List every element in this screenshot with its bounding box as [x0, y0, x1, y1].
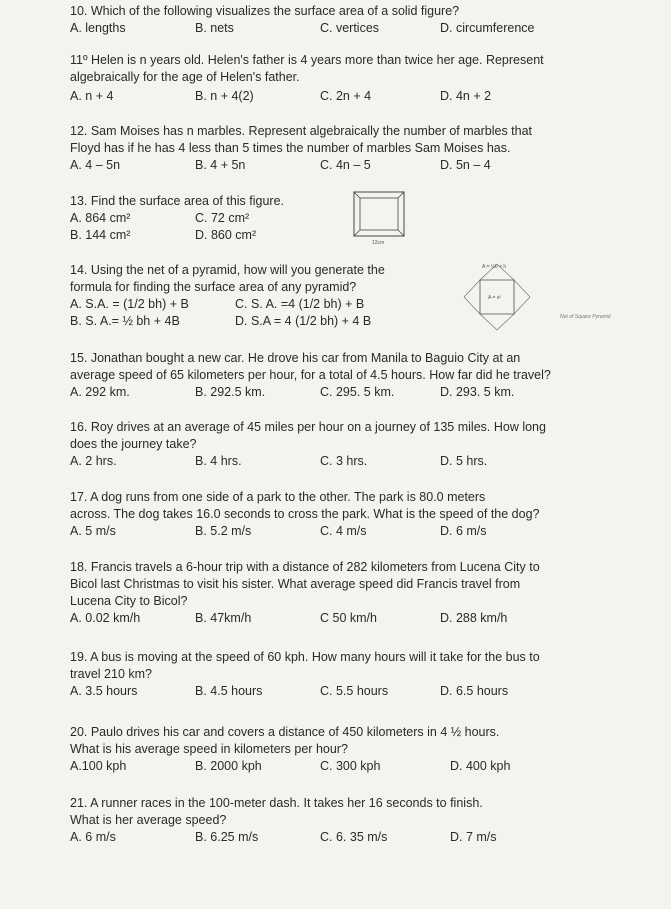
- option-b: B. 4 hrs.: [195, 454, 242, 468]
- option-c: C. 6. 35 m/s: [320, 830, 388, 844]
- question-14: [70, 262, 450, 330]
- option-a: A. 2 hrs.: [70, 454, 117, 468]
- options-row: [70, 210, 330, 227]
- options-row: [70, 829, 660, 846]
- option-a: A. S.A. = (1/2 bh) + B: [70, 297, 189, 311]
- question-text-line: 20. Paulo drives his car and covers a distance of 450 kilometers in 4 ½ hours.: [70, 725, 500, 739]
- question-text-line: 11º Helen is n years old. Helen's father is 4 years more than twice her age. Represent: [70, 53, 544, 67]
- option-c: C. 3 hrs.: [320, 454, 368, 468]
- question-text-line: 12. Sam Moises has n marbles. Represent algebraically the number of marbles that: [70, 124, 533, 138]
- option-c: C. 5.5 hours: [320, 684, 389, 698]
- options-row: [70, 610, 660, 627]
- options-row: [70, 384, 660, 401]
- option-b: B. n + 4(2): [195, 89, 254, 103]
- pyramid-net-figure: [448, 258, 668, 338]
- question-text-line: What is her average speed?: [70, 813, 227, 827]
- options-row: [70, 88, 660, 105]
- question-text-line: formula for finding the surface area of any pyramid?: [70, 280, 357, 294]
- question-text-line: What is his average speed in kilometers per hour?: [70, 742, 348, 756]
- option-b: B. 6.25 m/s: [195, 830, 259, 844]
- question-text: 13. Find the surface area of this figure.: [70, 194, 285, 208]
- option-c: C. 72 cm²: [195, 211, 250, 225]
- option-b: B. nets: [195, 21, 234, 35]
- option-a: A. 3.5 hours: [70, 684, 138, 698]
- question-11: [70, 52, 660, 105]
- question-text-line: 18. Francis travels a 6-hour trip with a distance of 282 kilometers from Lucena City to: [70, 560, 540, 574]
- option-c: C. 4 m/s: [320, 524, 367, 538]
- question-text-line: Bicol last Christmas to visit his sister. What average speed did Francis travel from: [70, 577, 521, 591]
- option-b: B. 4.5 hours: [195, 684, 263, 698]
- option-d: D. 400 kph: [450, 759, 511, 773]
- option-d: D. 5 hrs.: [440, 454, 488, 468]
- option-d: D. 5n – 4: [440, 158, 491, 172]
- option-d: D. S.A = 4 (1/2 bh) + 4 B: [235, 314, 372, 328]
- option-d: D. 860 cm²: [195, 228, 257, 242]
- option-b: B. 4 + 5n: [195, 158, 246, 172]
- question-13: [70, 193, 330, 244]
- option-d: D. 4n + 2: [440, 89, 492, 103]
- question-text-line: average speed of 65 kilometers per hour, for a total of 4.5 hours. How far did he travel?: [70, 368, 551, 382]
- options-row: [70, 453, 660, 470]
- question-text-line: does the journey take?: [70, 437, 197, 451]
- option-a: A. n + 4: [70, 89, 114, 103]
- question-text-line: algebraically for the age of Helen's father.: [70, 70, 300, 84]
- option-b: B. 144 cm²: [70, 228, 131, 242]
- options-row: [70, 523, 660, 540]
- option-b: B. 5.2 m/s: [195, 524, 252, 538]
- cube-dimension-label: 12cm: [372, 240, 385, 246]
- option-c: C. 300 kph: [320, 759, 381, 773]
- option-c: C 50 km/h: [320, 611, 377, 625]
- option-a: A. 4 – 5n: [70, 158, 121, 172]
- question-text-line: Floyd has if he has 4 less than 5 times the number of marbles Sam Moises has.: [70, 141, 511, 155]
- options-row: [70, 157, 660, 174]
- option-d: D. circumference: [440, 21, 535, 35]
- question-18: [70, 559, 660, 627]
- question-text-line: 17. A dog runs from one side of a park to the other. The park is 80.0 meters: [70, 490, 486, 504]
- option-d: D. 6.5 hours: [440, 684, 509, 698]
- question-17: [70, 489, 660, 540]
- option-d: D. 7 m/s: [450, 830, 497, 844]
- options-row: [70, 313, 450, 330]
- triangle-area-label: A = ½b × h: [482, 264, 507, 270]
- question-text-line: across. The dog takes 16.0 seconds to cross the park. What is the speed of the dog?: [70, 507, 540, 521]
- option-b: B. S. A.= ½ bh + 4B: [70, 314, 180, 328]
- option-c: C. S. A. =4 (1/2 bh) + B: [235, 297, 365, 311]
- options-row: [70, 227, 330, 244]
- option-a: A.100 kph: [70, 759, 127, 773]
- question-12: [70, 123, 660, 174]
- option-b: B. 2000 kph: [195, 759, 262, 773]
- option-b: B. 292.5 km.: [195, 385, 266, 399]
- option-a: A. 292 km.: [70, 385, 130, 399]
- question-10: [70, 3, 660, 37]
- question-text-line: 21. A runner races in the 100-meter dash. It takes her 16 seconds to finish.: [70, 796, 483, 810]
- question-text-line: 19. A bus is moving at the speed of 60 kph. How many hours will it take for the bus to: [70, 650, 540, 664]
- option-a: A. 5 m/s: [70, 524, 116, 538]
- option-a: A. 6 m/s: [70, 830, 116, 844]
- question-text-line: 15. Jonathan bought a new car. He drove his car from Manila to Baguio City at an: [70, 351, 521, 365]
- option-d: D. 6 m/s: [440, 524, 487, 538]
- option-c: C. 4n – 5: [320, 158, 371, 172]
- question-text-line: 16. Roy drives at an average of 45 miles per hour on a journey of 135 miles. How long: [70, 420, 546, 434]
- question-text-line: 14. Using the net of a pyramid, how will you generate the: [70, 263, 385, 277]
- option-d: D. 288 km/h: [440, 611, 508, 625]
- question-15: [70, 350, 660, 401]
- option-a: A. 864 cm²: [70, 211, 131, 225]
- net-caption: Net of Square Pyramid: [560, 314, 611, 320]
- options-row: [70, 296, 450, 313]
- option-b: B. 47km/h: [195, 611, 252, 625]
- question-16: [70, 419, 660, 470]
- options-row: [70, 758, 660, 775]
- question-20: [70, 724, 660, 775]
- question-19: [70, 649, 660, 700]
- option-c: C. vertices: [320, 21, 380, 35]
- option-c: C. 295. 5 km.: [320, 385, 395, 399]
- option-a: A. lengths: [70, 21, 126, 35]
- cube-figure: [350, 190, 410, 248]
- question-text: 10. Which of the following visualizes the surface area of a solid figure?: [70, 4, 460, 18]
- option-c: C. 2n + 4: [320, 89, 372, 103]
- option-a: A. 0.02 km/h: [70, 611, 141, 625]
- square-area-label: A = s²: [488, 295, 501, 301]
- question-21: [70, 795, 660, 846]
- option-d: D. 293. 5 km.: [440, 385, 515, 399]
- question-text-line: Lucena City to Bicol?: [70, 594, 188, 608]
- options-row: [70, 683, 660, 700]
- options-row: [70, 20, 660, 37]
- question-text-line: travel 210 km?: [70, 667, 152, 681]
